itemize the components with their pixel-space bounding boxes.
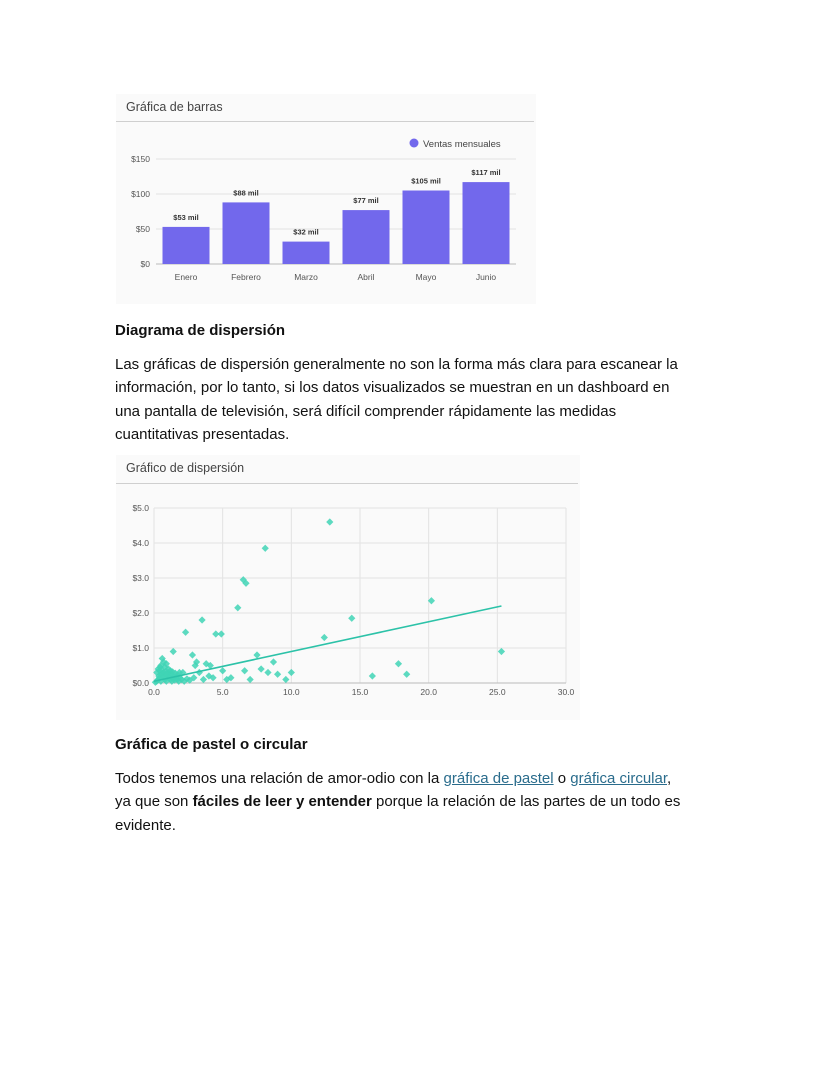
bar <box>163 227 210 264</box>
scatter-point <box>321 634 328 641</box>
bar <box>283 242 330 264</box>
scatter-point <box>369 672 376 679</box>
scatter-y-tick-label: $3.0 <box>132 573 149 583</box>
scatter-y-tick-label: $0.0 <box>132 678 149 688</box>
scatter-chart <box>116 455 580 720</box>
scatter-point <box>234 604 241 611</box>
scatter-paragraph-line-4: cuantitativas presentadas. <box>115 425 290 443</box>
scatter-x-tick-label: 5.0 <box>216 687 229 697</box>
scatter-point <box>182 629 189 636</box>
bar-data-label: $53 mil <box>173 212 199 222</box>
legend-label: Ventas mensuales <box>423 139 501 150</box>
scatter-x-tick-label: 15.0 <box>351 687 369 697</box>
scatter-y-tick-label: $1.0 <box>132 643 149 653</box>
scatter-paragraph <box>115 353 725 446</box>
pie-paragraph-text: , <box>667 770 672 787</box>
bar-chart-card <box>116 94 536 304</box>
bar-data-label: $32 mil <box>293 227 319 237</box>
scatter-y-tick-label: $2.0 <box>132 608 149 618</box>
link-grafica-de-pastel[interactable]: gráfica de pastel <box>443 770 554 787</box>
bar-data-label: $77 mil <box>353 196 379 206</box>
bar-x-tick-label: Mayo <box>415 272 437 282</box>
bar-x-tick-label: Enero <box>174 272 198 282</box>
scatter-point <box>241 667 248 674</box>
scatter-x-tick-label: 25.0 <box>489 687 506 697</box>
pie-paragraph <box>115 767 725 837</box>
pie-paragraph-bold: fáciles de leer y entender <box>192 793 372 811</box>
scatter-point <box>288 669 295 676</box>
pie-heading: Gráfica de pastel o circular <box>115 736 308 753</box>
scatter-y-tick-label: $4.0 <box>132 538 149 548</box>
pie-paragraph-text: porque la relación de las partes de un todo es <box>371 793 681 811</box>
link-grafica-circular[interactable]: gráfica circular <box>570 770 667 787</box>
bar-data-label: $105 mil <box>411 176 441 186</box>
bar-y-tick-label: $150 <box>131 154 150 164</box>
bar-x-tick-label: Junio <box>475 272 497 282</box>
scatter-point <box>282 676 289 683</box>
pie-paragraph-text: evidente. <box>115 816 176 834</box>
scatter-trendline <box>154 606 501 681</box>
bar-chart <box>116 94 536 304</box>
scatter-point <box>258 665 265 672</box>
scatter-chart-card <box>116 455 580 720</box>
bar-y-tick-label: $100 <box>131 189 150 199</box>
scatter-point <box>253 651 260 658</box>
scatter-point <box>189 651 196 658</box>
bar-x-tick-label: Abril <box>357 272 375 282</box>
scatter-point <box>247 676 254 683</box>
scatter-heading: Diagrama de dispersión <box>115 322 286 339</box>
scatter-x-tick-label: 10.0 <box>283 687 300 697</box>
scatter-point <box>395 660 402 667</box>
bar-data-label: $117 mil <box>471 168 501 178</box>
scatter-point <box>270 658 277 665</box>
pie-paragraph-text: Todos tenemos una relación de amor-odio con la <box>115 770 444 787</box>
scatter-point <box>262 545 269 552</box>
bar-y-tick-label: $0 <box>140 259 150 269</box>
scatter-x-tick-label: 20.0 <box>420 687 437 697</box>
scatter-point <box>200 676 207 683</box>
pie-paragraph-text: o <box>553 770 571 787</box>
scatter-point <box>326 518 333 525</box>
bar <box>403 191 450 265</box>
pie-paragraph-text: ya que son <box>115 793 193 811</box>
scatter-point <box>218 630 225 637</box>
scatter-paragraph-line-2: información, por lo tanto, si los datos visualizados se muestran en un dashboard en <box>115 379 670 397</box>
scatter-x-tick-label: 30.0 <box>557 687 575 697</box>
scatter-point <box>498 648 505 655</box>
scatter-point <box>403 671 410 678</box>
bar-y-tick-label: $50 <box>135 224 150 234</box>
scatter-paragraph-line-1: Las gráficas de dispersión generalmente no son la forma más clara para escanear la <box>115 356 678 373</box>
scatter-chart-title: Gráfico de dispersión <box>126 461 245 475</box>
bar <box>343 210 390 264</box>
scatter-point <box>264 669 271 676</box>
bar <box>223 202 270 264</box>
bar <box>463 182 510 264</box>
bar-x-tick-label: Febrero <box>231 272 261 282</box>
scatter-point <box>170 648 177 655</box>
legend-marker <box>410 139 419 148</box>
bar-x-tick-label: Marzo <box>294 272 318 282</box>
bar-data-label: $88 mil <box>233 188 259 198</box>
scatter-point <box>274 671 281 678</box>
scatter-y-tick-label: $5.0 <box>132 503 149 513</box>
scatter-x-tick-label: 0.0 <box>148 687 160 697</box>
scatter-point <box>219 667 226 674</box>
scatter-point <box>198 616 205 623</box>
scatter-paragraph-line-3: una pantalla de televisión, será difícil comprender rápidamente las medidas <box>115 402 617 420</box>
scatter-point <box>348 615 355 622</box>
bar-chart-title: Gráfica de barras <box>126 100 223 114</box>
